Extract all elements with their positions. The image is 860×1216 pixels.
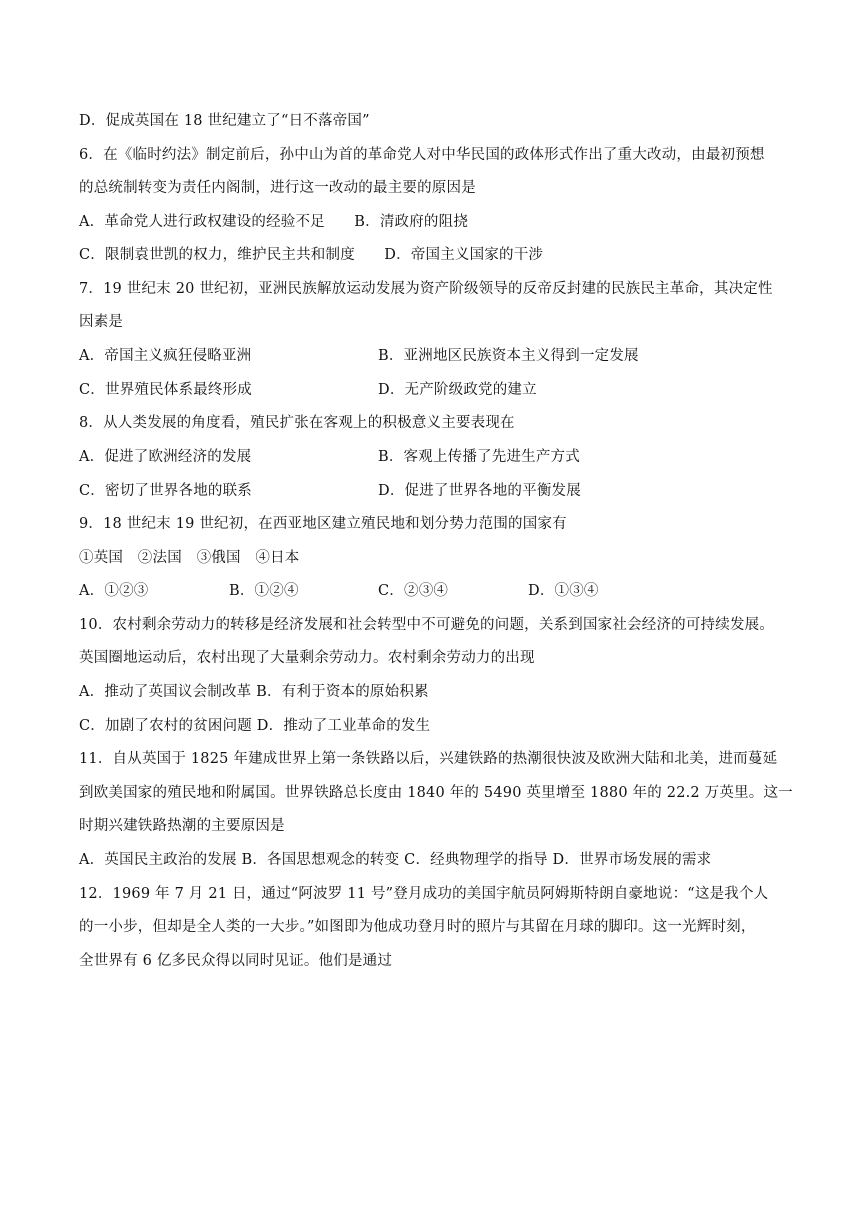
q12-stem-line-1: 12．1969 年 7 月 21 日，通过“阿波罗 11 号”登月成功的美国宇航员阿姆斯特朗自豪地说：“这是我个人 (79, 886, 769, 902)
q9-option-b: B．①②④ (229, 583, 299, 599)
q8-option-c: C．密切了世界各地的联系 (79, 483, 252, 499)
q9-option-d: D．①③④ (528, 583, 599, 599)
q8-option-a: A．促进了欧洲经济的发展 (79, 449, 252, 465)
q8-stem: 8．从人类发展的角度看，殖民扩张在客观上的积极意义主要表现在 (79, 415, 515, 431)
q9-stem: 9．18 世纪末 19 世纪初，在西亚地区建立殖民地和划分势力范围的国家有 (79, 516, 567, 532)
q12-stem-line-3: 全世界有 6 亿多民众得以同时见证。他们是通过 (79, 953, 393, 969)
q6-stem-line-1: 6．在《临时约法》制定前后，孙中山为首的革命党人对中华民国的政体形式作出了重大改动，由最初预想 (79, 147, 765, 163)
q6-options-ab: A．革命党人进行政权建设的经验不足 B．清政府的阻挠 (79, 214, 469, 230)
q9-option-a: A．①②③ (79, 583, 149, 599)
q10-stem-line-2: 英国圈地运动后，农村出现了大量剩余劳动力。农村剩余劳动力的出现 (79, 650, 535, 666)
q7-option-a: A．帝国主义疯狂侵略亚洲 (79, 348, 252, 364)
q8-option-b: B．客观上传播了先进生产方式 (378, 449, 580, 465)
q11-stem-line-3: 时期兴建铁路热潮的主要原因是 (79, 818, 285, 834)
q10-options-cd: C．加剧了农村的贫困问题 D．推动了工业革命的发生 (79, 718, 431, 734)
q6-options-cd: C．限制袁世凯的权力，维护民主共和制度 D．帝国主义国家的干涉 (79, 247, 544, 263)
q11-stem-line-1: 11．自从英国于 1825 年建成世界上第一条铁路以后，兴建铁路的热潮很快波及欧洲大陆和北美，进而蔓延 (79, 751, 778, 767)
q7-stem-line-2: 因素是 (79, 314, 124, 330)
q11-stem-line-2: 到欧美国家的殖民地和附属国。世界铁路总长度由 1840 年的 5490 英里增至 1880 年的 22.2 万英里。这一 (79, 785, 793, 801)
q7-option-b: B．亚洲地区民族资本主义得到一定发展 (378, 348, 639, 364)
q5-option-d: D．促成英国在 18 世纪建立了“日不落帝国” (79, 113, 370, 129)
q11-options: A．英国民主政治的发展 B．各国思想观念的转变 C．经典物理学的指导 D．世界市场发展的需求 (79, 852, 712, 868)
q9-choices: ①英国 ②法国 ③俄国 ④日本 (79, 550, 300, 566)
q8-option-d: D．促进了世界各地的平衡发展 (378, 483, 581, 499)
q10-stem-line-1: 10．农村剩余劳动力的转移是经济发展和社会转型中不可避免的问题，关系到国家社会经济的可持续发展。 (79, 617, 775, 633)
q7-option-d: D．无产阶级政党的建立 (378, 382, 537, 398)
q7-option-c: C．世界殖民体系最终形成 (79, 382, 252, 398)
q10-options-ab: A．推动了英国议会制改革 B．有利于资本的原始积累 (79, 684, 429, 700)
q6-stem-line-2: 的总统制转变为责任内阁制，进行这一改动的最主要的原因是 (79, 180, 476, 196)
q12-stem-line-2: 的一小步，但却是全人类的一大步。”如图即为他成功登月时的照片与其留在月球的脚印。这一光辉时刻， (79, 919, 756, 935)
q7-stem-line-1: 7．19 世纪末 20 世纪初，亚洲民族解放运动发展为资产阶级领导的反帝反封建的民族民主革命，其决定性 (79, 281, 773, 297)
q9-option-c: C．②③④ (378, 583, 449, 599)
